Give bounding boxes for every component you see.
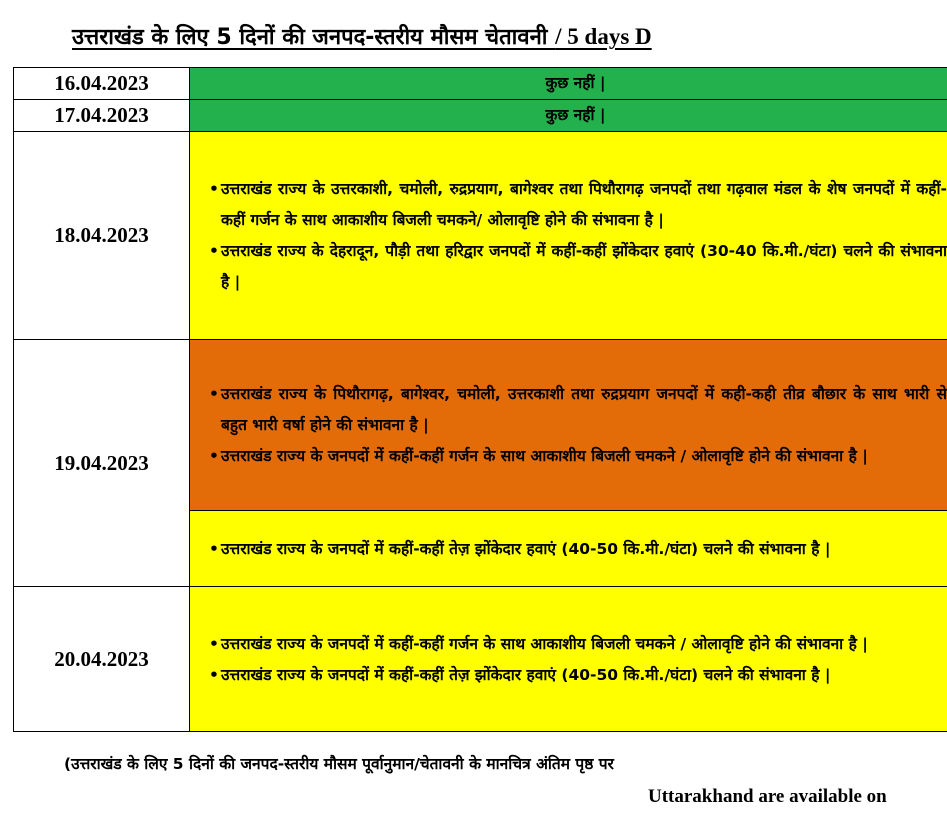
warning-list [190, 370, 947, 480]
warning-cell-yellow [190, 587, 947, 732]
warning-list [190, 620, 947, 699]
table-row [14, 587, 947, 732]
warning-cell-yellow [190, 132, 947, 340]
footer-note-hindi: (उत्तराखंड के लिए 5 दिनों की जनपद-स्तरीय मौसम पूर्वानुमान/चेतावनी के मानचित्र अंतिम पृष्ठ पर [64, 755, 614, 773]
warning-cell-orange [190, 340, 947, 511]
table-row [14, 132, 947, 340]
date-cell: 18.04.2023 [14, 132, 190, 340]
warning-text: कुछ नहीं | [545, 106, 606, 124]
page-title [72, 22, 652, 53]
warning-list [190, 165, 947, 306]
table-row [14, 100, 947, 132]
list-item: • उत्तराखंड राज्य के उत्तरकाशी, चमोली, रुद्रप्रयाग, बागेश्वर तथा पिथौरागढ़ जनपदों तथा गढ़वाल मंडल के शेष जनपदों में कहीं-कहीं गर्जन के साथ आकाशीय बिजली चमकने/ ओलावृष्टि होने की संभावना है | [210, 174, 947, 236]
list-item: • उत्तराखंड राज्य के जनपदों में कहीं-कहीं तेज़ झोंकेदार हवाएं (40-50 कि.मी./घंटा) चलने की संभावना है | [210, 534, 947, 565]
warning-cell-green [190, 68, 947, 100]
list-item: • उत्तराखंड राज्य के जनपदों में कहीं-कहीं तेज़ झोंकेदार हवाएं (40-50 कि.मी./घंटा) चलने की संभावना है | [210, 660, 947, 691]
list-item: • उत्तराखंड राज्य के देहरादून, पौड़ी तथा हरिद्वार जनपदों में कहीं-कहीं झोंकेदार हवाएं (30-40 कि.मी./घंटा) चलने की संभावना है | [210, 236, 947, 298]
list-item: • उत्तराखंड राज्य के जनपदों में कहीं-कहीं गर्जन के साथ आकाशीय बिजली चमकने / ओलावृष्टि होने की संभावना है | [210, 629, 947, 660]
date-cell: 20.04.2023 [14, 587, 190, 732]
table-row [14, 340, 947, 511]
title-english: / 5 days D [555, 24, 652, 49]
footer-note-english: Uttarakhand are available on [648, 786, 887, 807]
date-cell: 19.04.2023 [14, 340, 190, 587]
date-cell: 17.04.2023 [14, 100, 190, 132]
warning-cell-green [190, 100, 947, 132]
list-item: • उत्तराखंड राज्य के पिथौरागढ़, बागेश्वर, चमोली, उत्तरकाशी तथा रुद्रप्रयाग जनपदों में कही-कही तीव्र बौछार के साथ भारी से बहुत भारी वर्षा होने की संभावना है | [210, 379, 947, 441]
list-item: • उत्तराखंड राज्य के जनपदों में कहीं-कहीं गर्जन के साथ आकाशीय बिजली चमकने / ओलावृष्टि होने की संभावना है | [210, 441, 947, 472]
warning-table [13, 67, 947, 732]
warning-text: कुछ नहीं | [545, 74, 606, 92]
warning-list [190, 525, 947, 573]
warning-cell-yellow [190, 511, 947, 587]
date-cell: 16.04.2023 [14, 68, 190, 100]
title-hindi: उत्तराखंड के लिए 5 दिनों की जनपद-स्तरीय मौसम चेतावनी [72, 25, 548, 50]
table-row [14, 68, 947, 100]
